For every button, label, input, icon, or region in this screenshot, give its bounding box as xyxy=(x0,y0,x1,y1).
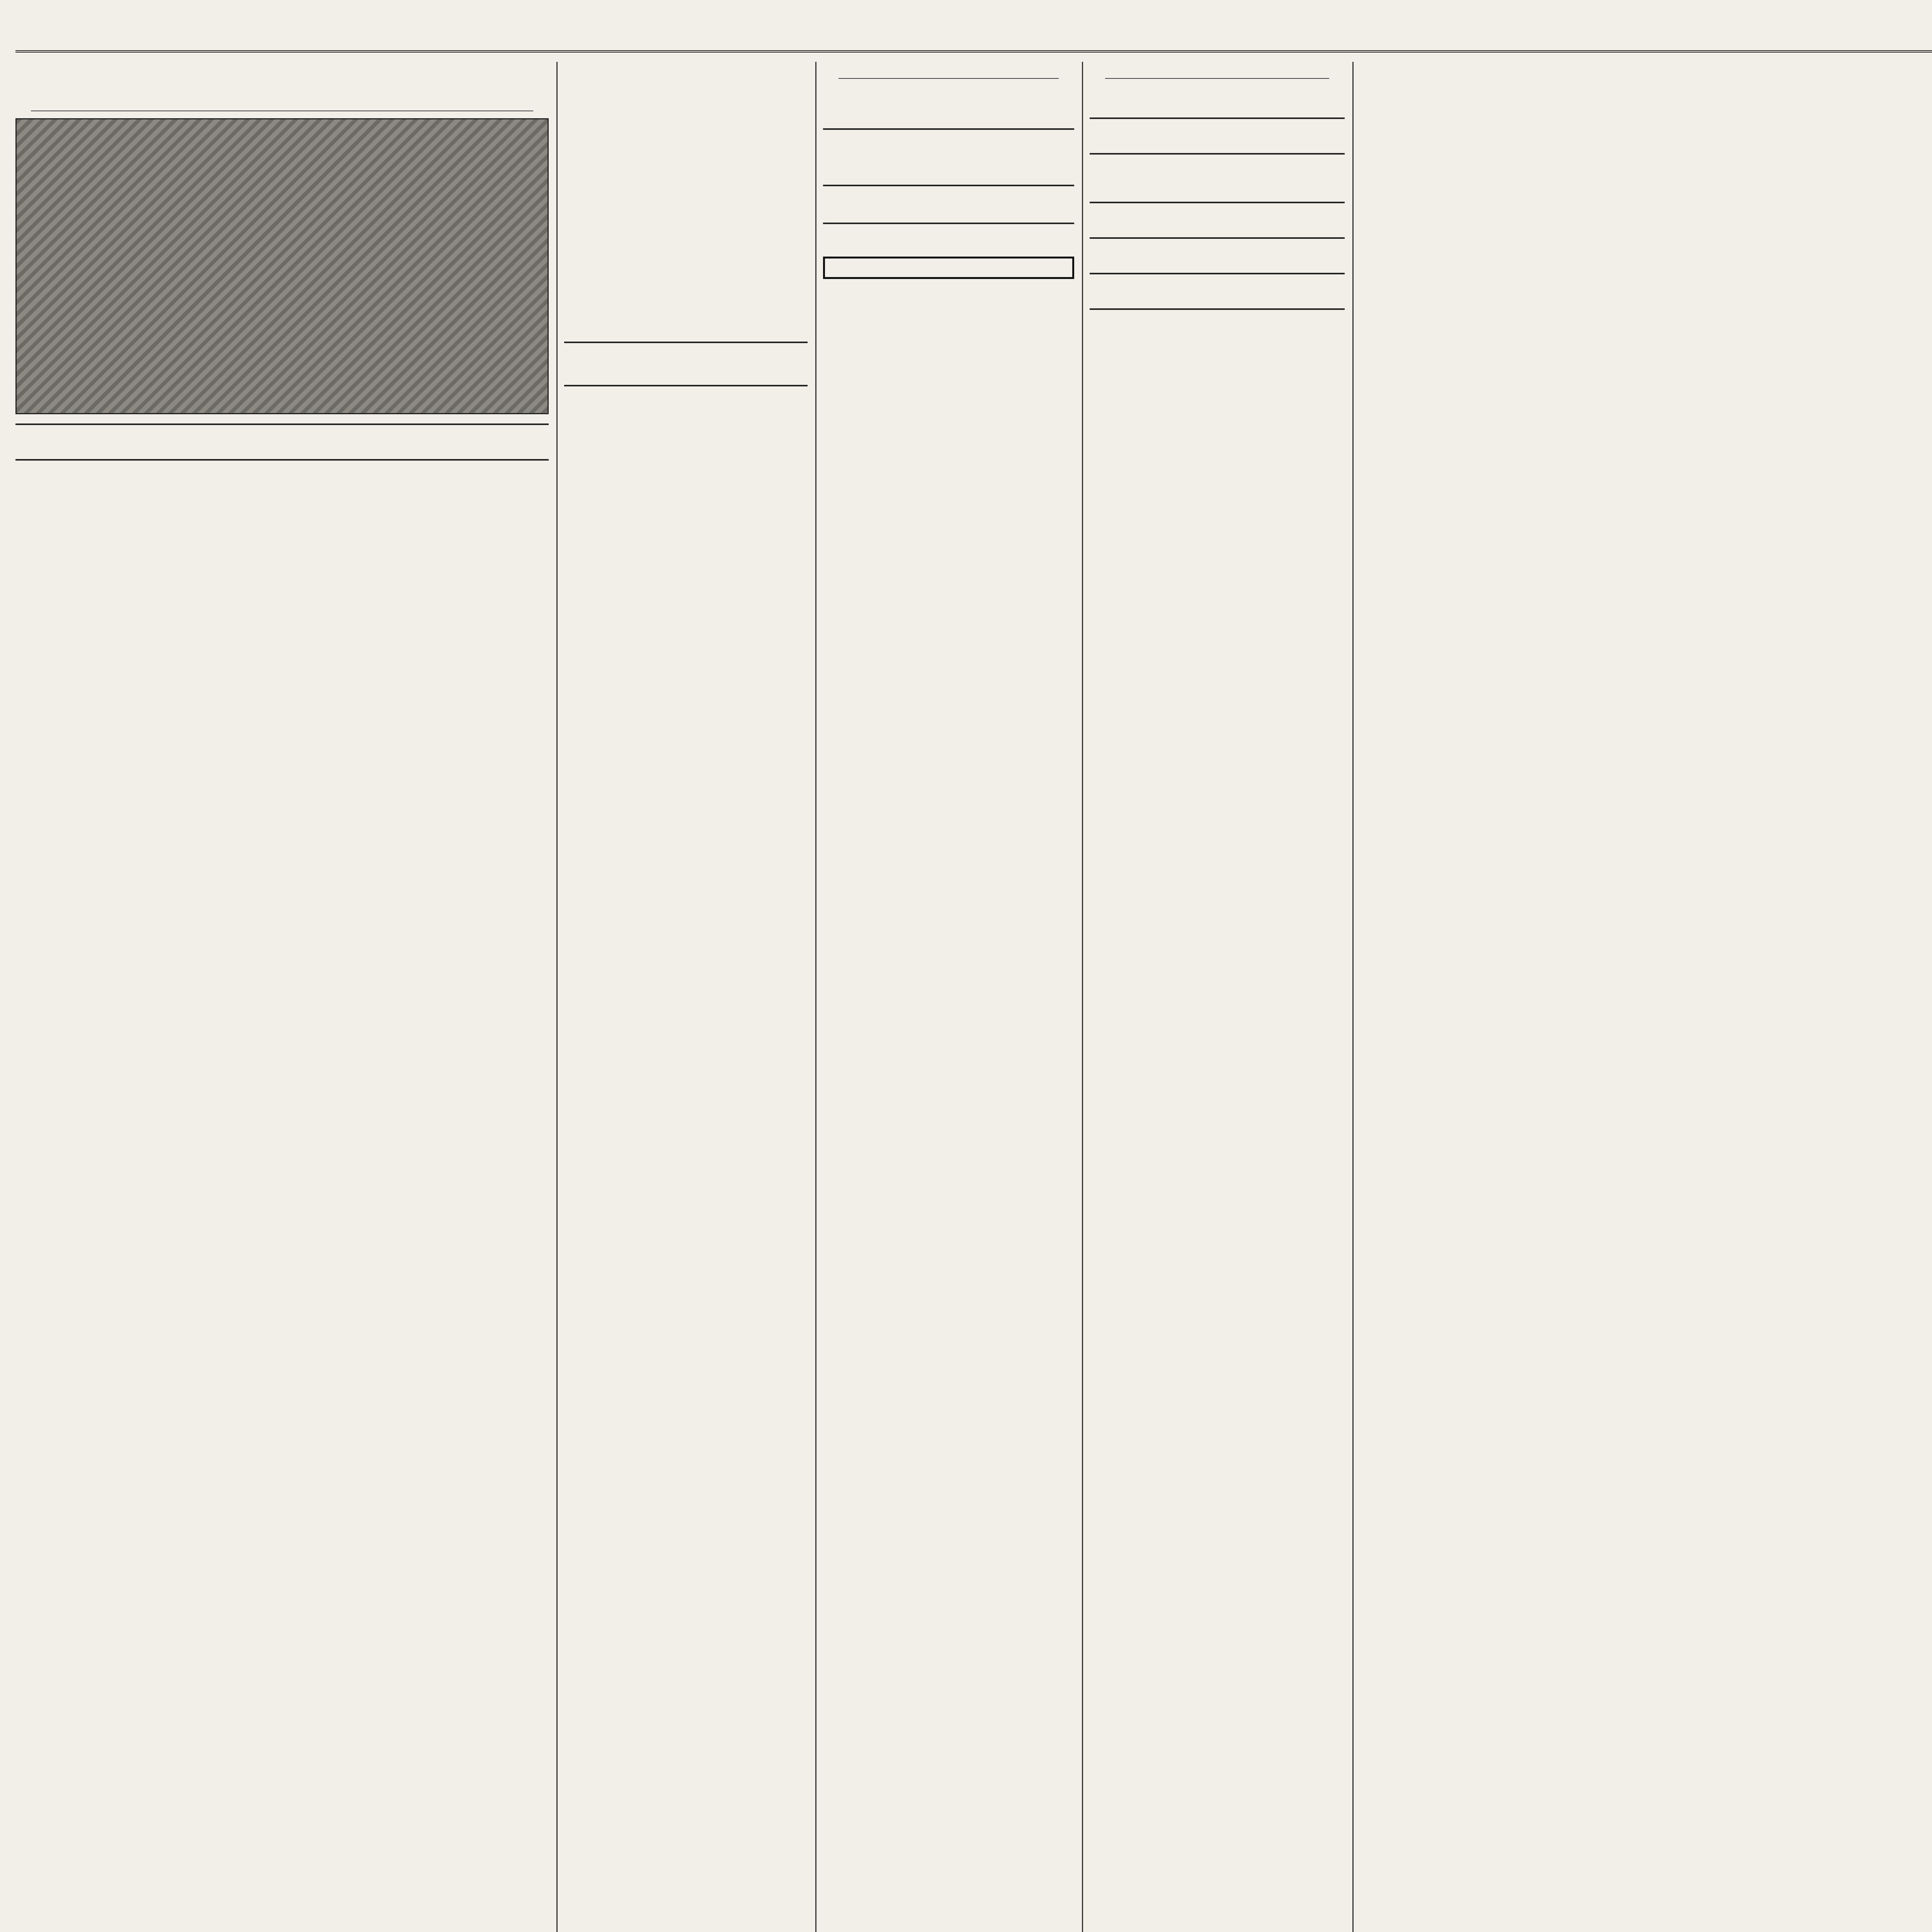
subhead-officials xyxy=(15,90,549,104)
dateline xyxy=(1090,105,1345,108)
byline xyxy=(823,241,1074,246)
parcel-mail-photo xyxy=(15,118,549,414)
subhead-extent-of-loans xyxy=(823,111,1074,119)
headline-motor-cars xyxy=(15,434,549,442)
subhead-presentation xyxy=(1090,136,1345,144)
headline-trains-eliminated xyxy=(564,352,808,360)
dateline xyxy=(564,416,808,419)
subhead-kowhai-school xyxy=(823,206,1074,213)
subhead-khyber-pass xyxy=(15,442,549,450)
subhead-false-order xyxy=(1090,256,1345,264)
dateline xyxy=(1090,189,1345,192)
column-1 xyxy=(15,62,549,481)
reliance-battery-advertisement xyxy=(823,257,1074,279)
column-3 xyxy=(823,62,1074,279)
subhead-thief-gaoled xyxy=(1090,174,1345,182)
subhead-frankton-tauranga xyxy=(564,360,808,368)
headline-estimates-passed xyxy=(823,62,1074,72)
column-2 xyxy=(564,332,808,422)
column-2-top-spacer xyxy=(564,62,808,328)
subhead-league-costs xyxy=(823,85,1074,93)
subhead-state-advances xyxy=(823,93,1074,100)
headline-farewell-wishes xyxy=(1090,62,1345,72)
column-rule xyxy=(1082,62,1083,1932)
subhead-overseas-league xyxy=(823,168,1074,175)
headline-group-settlement xyxy=(823,139,1074,149)
subhead-salesman-remanded xyxy=(1090,291,1345,299)
subhead-lands-minister xyxy=(823,149,1074,157)
column-4 xyxy=(1090,62,1345,330)
byline xyxy=(564,368,808,372)
dateline xyxy=(823,105,1074,108)
dateline xyxy=(823,246,1074,249)
headline-salvaging-mails xyxy=(15,62,549,80)
subhead-serious-offence xyxy=(1090,182,1345,189)
headline-fond-of-drink xyxy=(1090,213,1345,220)
byline xyxy=(823,100,1074,105)
byline xyxy=(564,411,808,416)
column-rule xyxy=(1352,62,1354,1932)
subhead-obtaining-report xyxy=(823,157,1074,165)
byline xyxy=(1090,100,1345,105)
headline-north-island-motorists xyxy=(564,396,808,403)
column-rule xyxy=(556,62,558,1932)
headline-husband-return xyxy=(1090,319,1345,327)
masthead xyxy=(15,8,1932,53)
headline-gaol-cycle-thief xyxy=(823,233,1074,241)
subhead-woman-fined xyxy=(1090,220,1345,228)
subhead-parties-agreement xyxy=(1090,93,1345,100)
headline-post-office-robbery xyxy=(1090,164,1345,174)
headline-tauranga-topics xyxy=(15,470,549,478)
subhead-conference xyxy=(564,403,808,411)
column-rule xyxy=(815,62,816,1932)
dateline xyxy=(564,372,808,376)
headline-remand-wairoa xyxy=(1090,248,1345,256)
headline-young-gardeners xyxy=(823,196,1074,206)
headline-gift-mrs-forbes xyxy=(1090,128,1345,136)
subhead-two-disasters xyxy=(15,80,549,90)
headline-charge-of-theft xyxy=(1090,284,1345,291)
subhead-congratulations xyxy=(1090,85,1345,93)
